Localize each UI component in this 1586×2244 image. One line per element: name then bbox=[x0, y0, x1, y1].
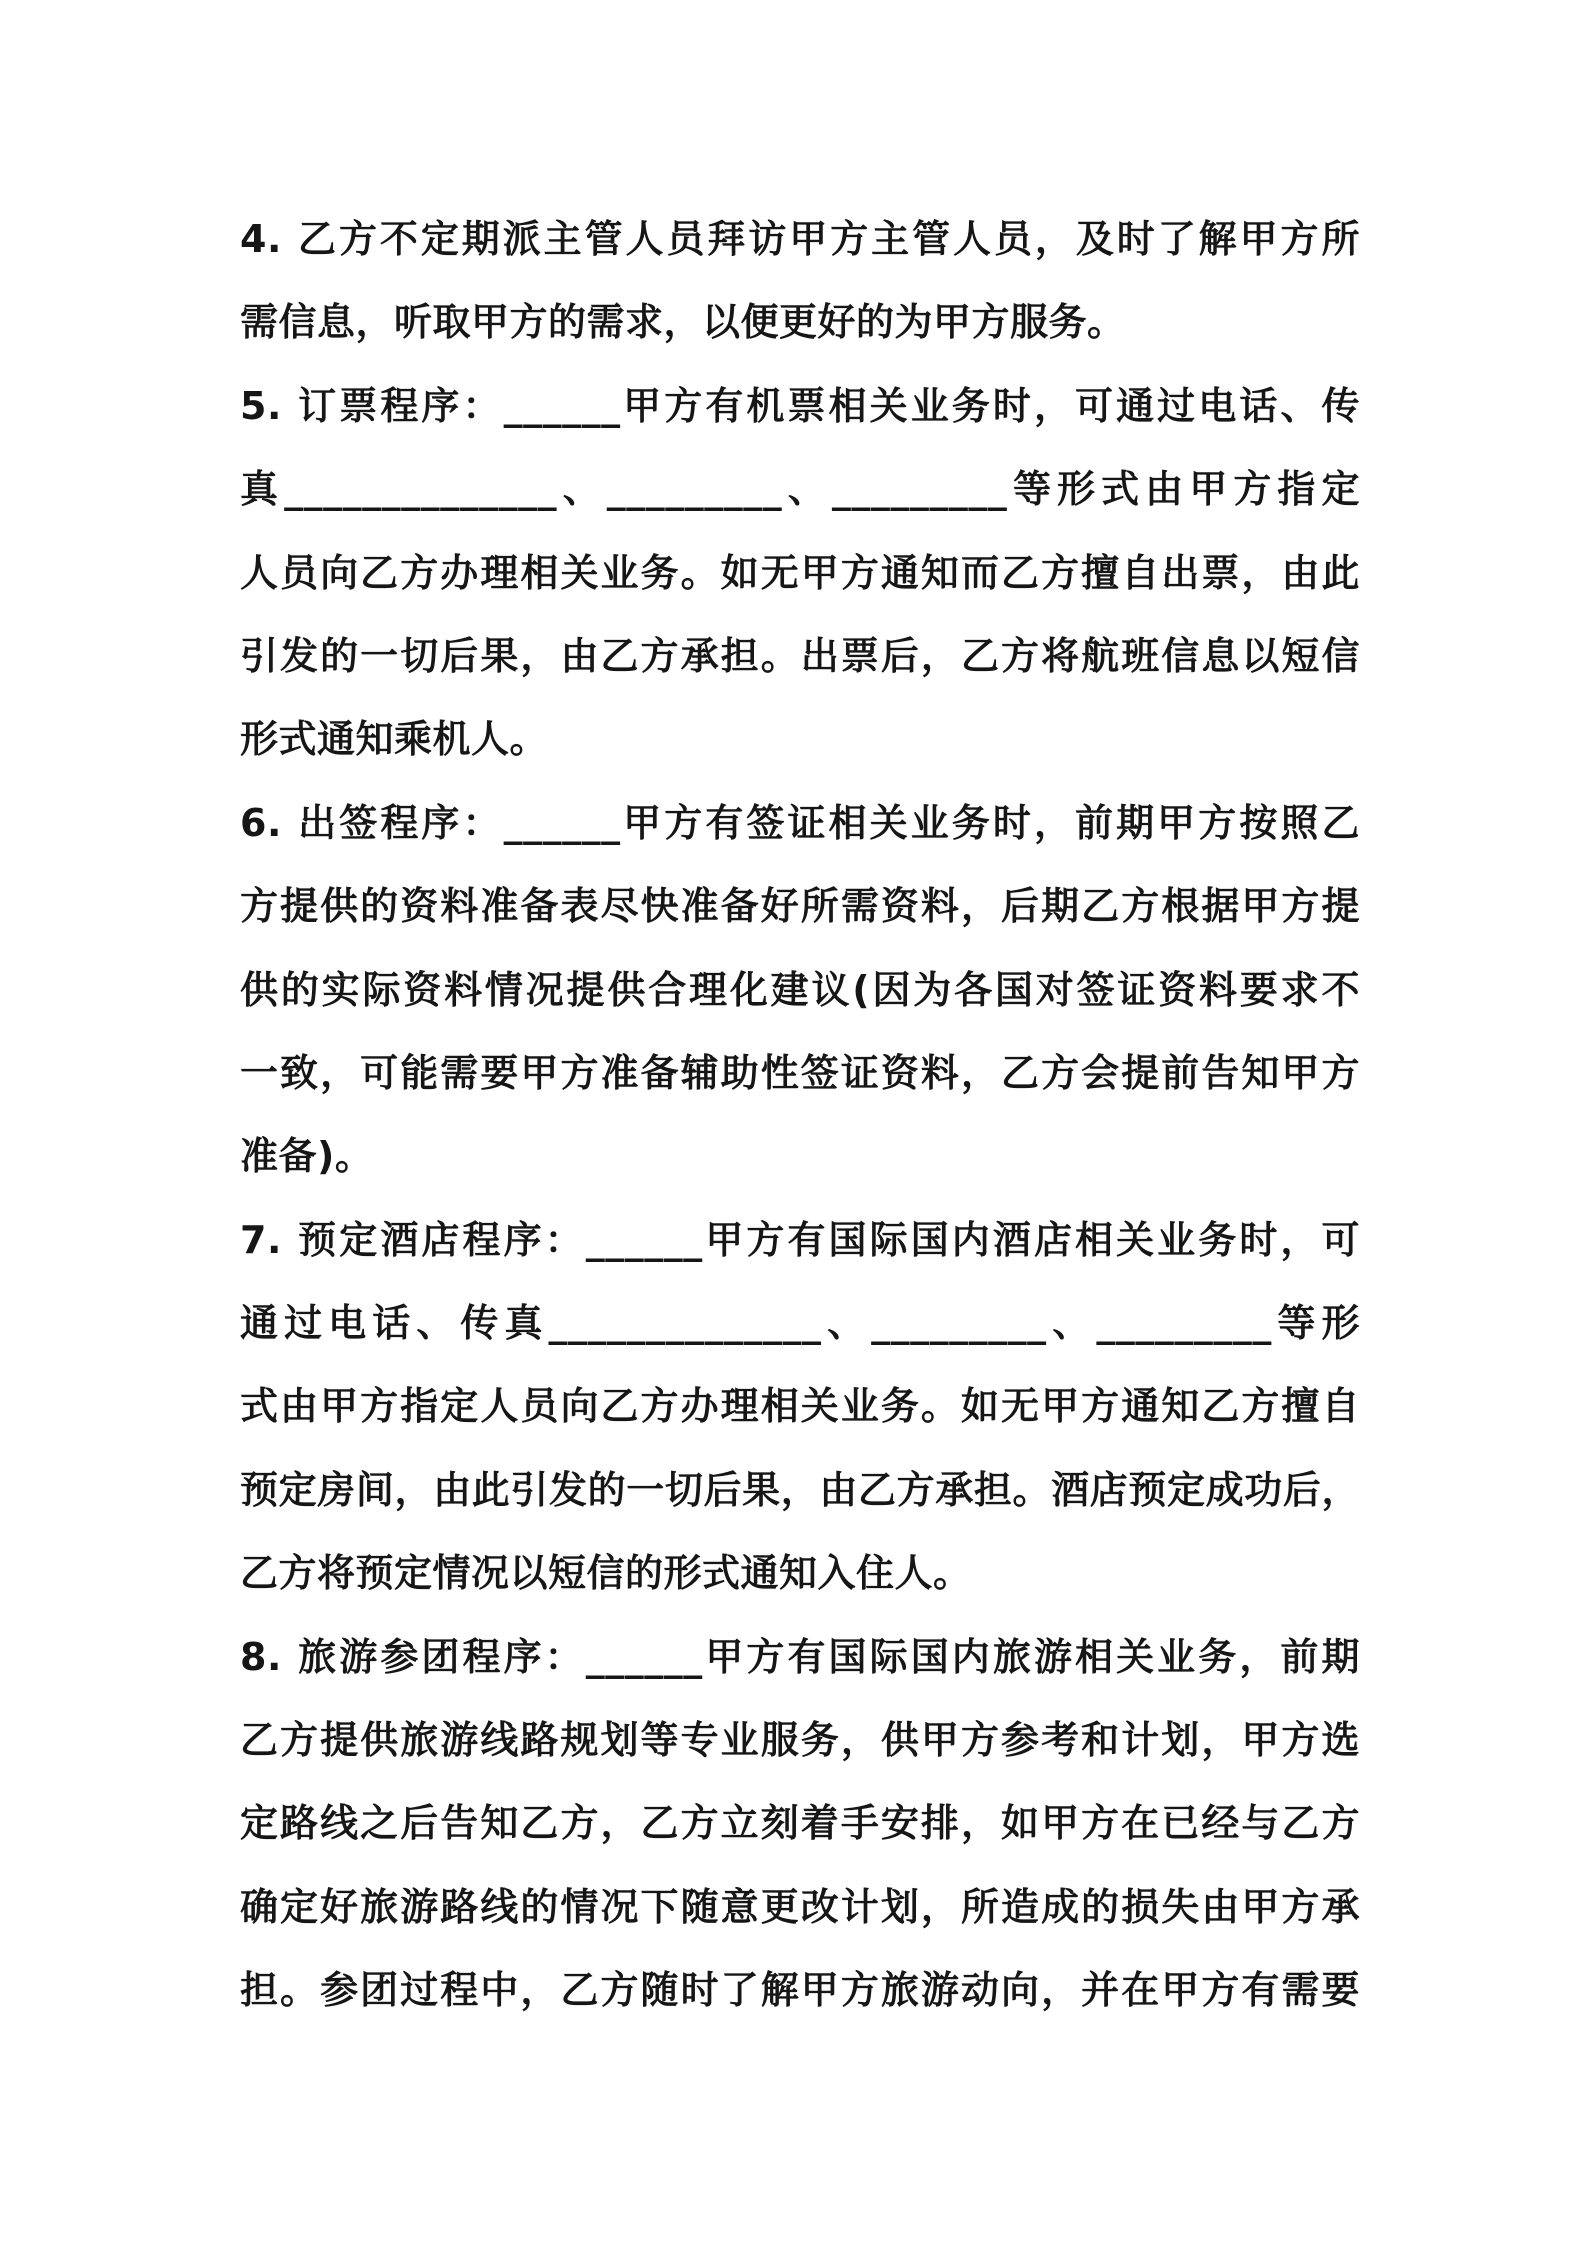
text-line: 准备)。 bbox=[240, 1134, 374, 1179]
text-line: 定路线之后告知乙方，乙方立刻着手安排，如甲方在已经与乙方 bbox=[240, 1801, 1360, 1846]
text-line: 7. 预定酒店程序：______甲方有国际国内酒店相关业务时，可 bbox=[240, 1217, 1360, 1262]
text-line: 供的实际资料情况提供合理化建议(因为各国对签证资料要求不 bbox=[240, 967, 1360, 1012]
contract-text bbox=[240, 198, 1360, 2033]
text-line: 人员向乙方办理相关业务。如无甲方通知而乙方擅自出票，由此 bbox=[240, 550, 1360, 595]
text-line: 式由甲方指定人员向乙方办理相关业务。如无甲方通知乙方擅自 bbox=[240, 1384, 1360, 1429]
text-line: 通过电话、传真______________、_________、_________等形 bbox=[240, 1301, 1360, 1346]
text-line: 引发的一切后果，由乙方承担。出票后，乙方将航班信息以短信 bbox=[240, 633, 1360, 678]
text-line: 确定好旅游路线的情况下随意更改计划，所造成的损失由甲方承 bbox=[240, 1884, 1360, 1929]
text-line: 4. 乙方不定期派主管人员拜访甲方主管人员，及时了解甲方所 bbox=[240, 217, 1360, 261]
text-line: 方提供的资料准备表尽快准备好所需资料，后期乙方根据甲方提 bbox=[240, 884, 1360, 929]
text-line: 乙方提供旅游线路规划等专业服务，供甲方参考和计划，甲方选 bbox=[240, 1718, 1360, 1763]
text-line: 一致，可能需要甲方准备辅助性签证资料，乙方会提前告知甲方 bbox=[240, 1050, 1360, 1095]
text-line: 预定房间，由此引发的一切后果，由乙方承担。酒店预定成功后， bbox=[240, 1467, 1360, 1512]
text-line: 需信息，听取甲方的需求，以便更好的为甲方服务。 bbox=[240, 300, 1126, 345]
text-line: 6. 出签程序：______甲方有签证相关业务时，前期甲方按照乙 bbox=[240, 800, 1360, 845]
text-line: 真______________、_________、_________等形式由甲方指定 bbox=[240, 467, 1360, 512]
text-line: 5. 订票程序：______甲方有机票相关业务时，可通过电话、传 bbox=[240, 383, 1360, 428]
text-line: 乙方将预定情况以短信的形式通知入住人。 bbox=[240, 1551, 972, 1596]
text-line: 8. 旅游参团程序：______甲方有国际国内旅游相关业务，前期 bbox=[240, 1634, 1360, 1679]
text-line: 担。参团过程中，乙方随时了解甲方旅游动向，并在甲方有需要 bbox=[240, 1968, 1360, 2013]
text-line: 形式通知乘机人。 bbox=[240, 717, 549, 762]
